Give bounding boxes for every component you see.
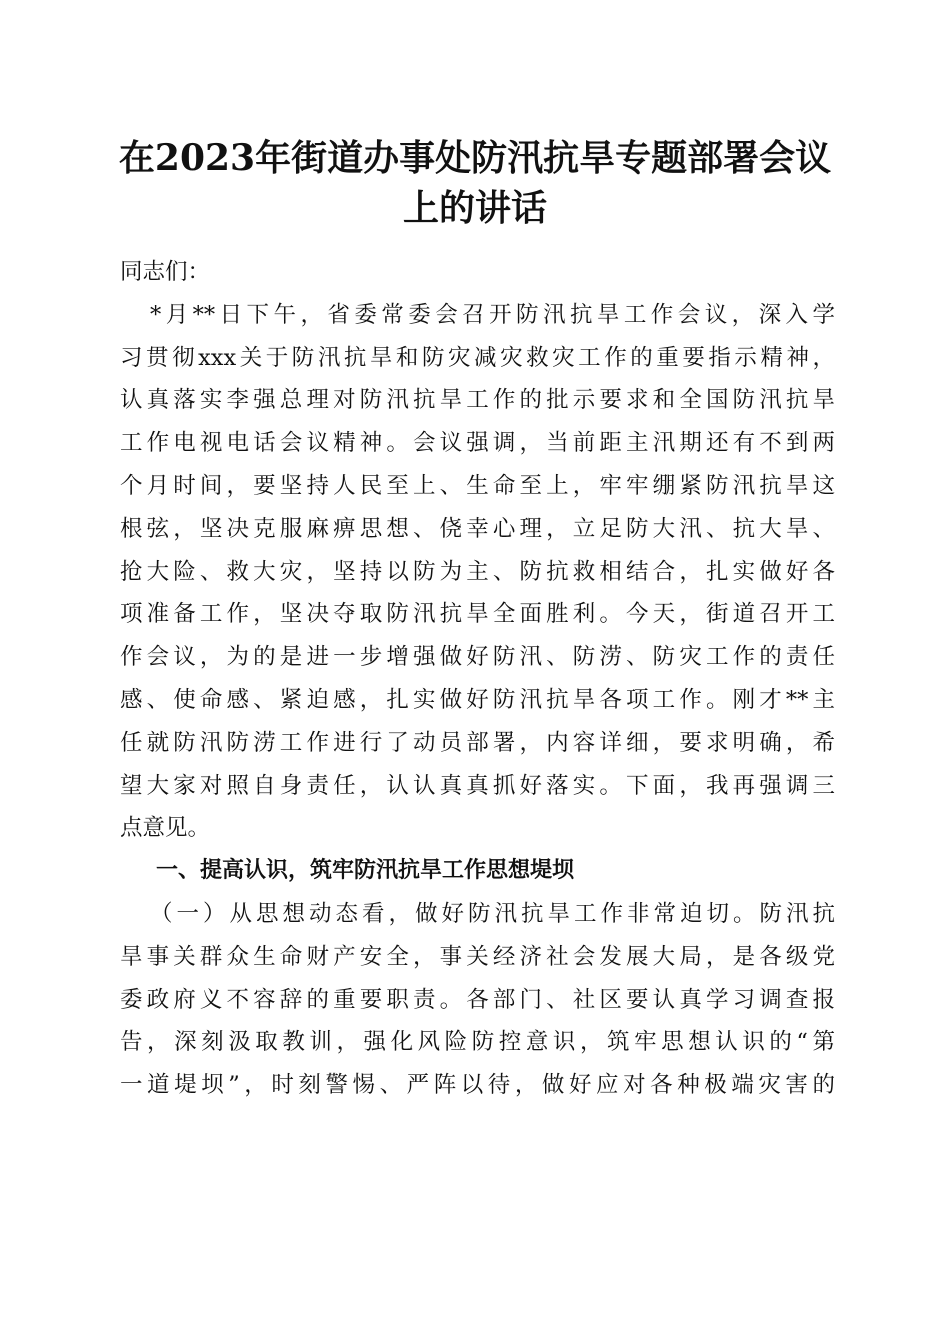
- paragraph-line: 告，深刻汲取教训，强化风险防控意识，筑牢思想认识的“第: [120, 1029, 835, 1056]
- paragraph-line: 项准备工作，坚决夺取防汛抗旱全面胜利。今天，街道召开工: [120, 601, 835, 628]
- title-line-1: 在2023年街道办事处防汛抗旱专题部署会议: [118, 137, 832, 179]
- salutation: 同志们：: [120, 259, 211, 285]
- paragraph-line: 抢大险、救大灾，坚持以防为主、防抗救相结合，扎实做好各: [120, 558, 835, 585]
- paragraph-line: （一）从思想动态看，做好防汛抗旱工作非常迫切。防汛抗: [150, 900, 835, 927]
- title-line-2: 上的讲话: [402, 187, 547, 229]
- paragraph-line: 认真落实李强总理对防汛抗旱工作的批示要求和全国防汛抗旱: [120, 387, 835, 414]
- section-heading: 一、提高认识，筑牢防汛抗旱工作思想堤坝: [156, 858, 575, 884]
- paragraph-line: 习贯彻xxx关于防汛抗旱和防灾减灾救灾工作的重要指示精神，: [120, 344, 835, 371]
- paragraph-line: 任就防汛防涝工作进行了动员部署，内容详细，要求明确，希: [120, 729, 835, 756]
- paragraph-line: 点意见。: [120, 815, 211, 842]
- paragraph-line: 根弦，坚决克服麻痹思想、侥幸心理，立足防大汛、抗大旱、: [120, 515, 835, 542]
- paragraph-line: *月**日下午，省委常委会召开防汛抗旱工作会议，深入学: [150, 301, 835, 328]
- paragraph-2: [120, 893, 835, 1107]
- paragraph-line: 旱事关群众生命财产安全，事关经济社会发展大局，是各级党: [120, 943, 835, 970]
- paragraph-line: 工作电视电话会议精神。会议强调，当前距主汛期还有不到两: [120, 430, 835, 457]
- paragraph-line: 感、使命感、紧迫感，扎实做好防汛抗旱各项工作。刚才**主: [120, 686, 835, 713]
- document-title: [100, 133, 850, 233]
- paragraph-line: 个月时间，要坚持人民至上、生命至上，牢牢绷紧防汛抗旱这: [120, 472, 835, 499]
- paragraph-line: 作会议，为的是进一步增强做好防汛、防涝、防灾工作的责任: [120, 644, 835, 671]
- paragraph-1: [120, 294, 835, 850]
- document-body: [120, 251, 835, 1107]
- paragraph-line: 望大家对照自身责任，认认真真抓好落实。下面，我再强调三: [120, 772, 835, 799]
- paragraph-line: 委政府义不容辞的重要职责。各部门、社区要认真学习调查报: [120, 986, 835, 1013]
- paragraph-line: 一道堤坝”，时刻警惕、严阵以待，做好应对各种极端灾害的: [120, 1072, 835, 1099]
